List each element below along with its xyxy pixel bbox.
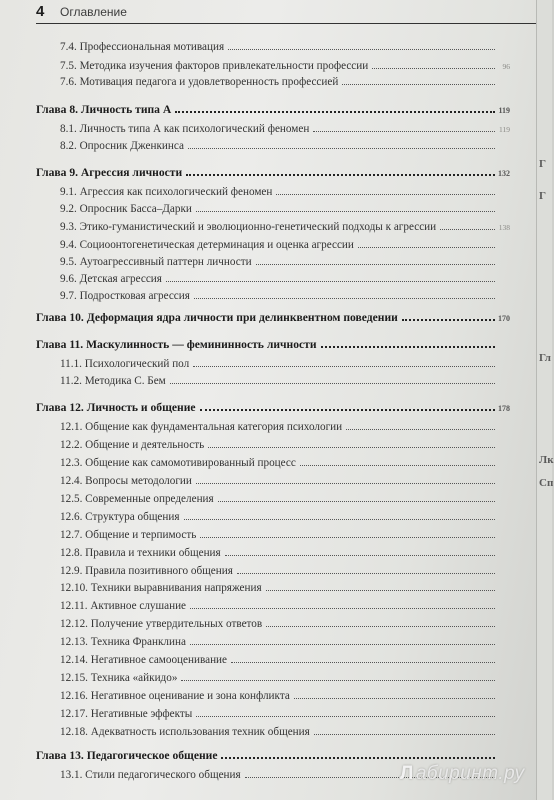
toc-section-row: [60, 234, 510, 252]
dot-leader: [175, 111, 495, 113]
toc-entry-page: 170: [498, 314, 510, 323]
toc-section-row: [60, 353, 510, 371]
toc-section-row: [60, 560, 510, 578]
toc-entry-title: 12.5. Современные определения: [60, 493, 214, 505]
dot-leader: [294, 698, 495, 699]
toc-entry-title: 9.6. Детская агрессия: [60, 273, 162, 285]
toc-section-row: [60, 370, 510, 388]
dot-leader: [300, 465, 495, 466]
toc-entry-title: 12.2. Общение и деятельность: [60, 439, 205, 451]
toc-entry-title: Глава 10. Деформация ядра личности при делинквентном поведении: [36, 311, 398, 324]
toc-entry-title: 12.4. Вопросы методологии: [60, 475, 192, 487]
toc-entry-title: 12.6. Структура общения: [60, 511, 180, 523]
toc-section-row: [60, 721, 510, 739]
facing-page-fragment: Гл: [539, 352, 551, 364]
dot-leader: [186, 174, 495, 176]
dot-leader: [346, 429, 495, 430]
dot-leader: [200, 409, 495, 411]
watermark: [400, 763, 525, 785]
toc-entry-title: 12.8. Правила и техники общения: [60, 547, 221, 559]
dot-leader: [440, 229, 495, 230]
toc-section-row: [60, 470, 510, 488]
toc-entry-title: 12.3. Общение как самомотивированный процесс: [60, 457, 296, 469]
toc-section-row: [60, 118, 510, 136]
facing-page-fragment: Г: [539, 158, 546, 170]
toc-entry-page: 96: [502, 62, 510, 71]
dot-leader: [190, 608, 495, 609]
dot-leader: [196, 483, 495, 484]
toc-section-row: [60, 577, 510, 595]
dot-leader: [208, 447, 495, 448]
dot-leader: [196, 211, 495, 212]
toc-chapter-row: [36, 397, 510, 415]
toc-section-row: [60, 685, 510, 703]
toc-section-row: [60, 36, 510, 54]
labirint-logo-icon: Л: [400, 763, 414, 784]
toc-entry-title: 12.17. Негативные эффекты: [60, 708, 193, 720]
toc-section-row: [60, 613, 510, 631]
toc-section-row: [60, 268, 510, 286]
toc-entry-title: 12.11. Активное слушание: [60, 600, 187, 612]
toc-entry-title: 9.5. Аутоагрессивный паттерн личности: [60, 256, 252, 268]
toc-entry-title: 9.4. Социоонтогенетическая детерминация и оценка агрессии: [60, 239, 354, 251]
toc-entry-title: 9.3. Этико-гуманистический и эволюционно-генетический подходы к агрессии: [60, 221, 437, 233]
dot-leader: [402, 319, 495, 321]
running-title: Оглавление: [60, 5, 127, 19]
toc-section-row: [60, 595, 510, 613]
toc-section-row: [60, 452, 510, 470]
toc-entry-title: 13.1. Стили педагогического общения: [60, 769, 241, 781]
dot-leader: [218, 501, 495, 502]
toc-section-row: [60, 416, 510, 434]
toc-entry-title: 11.2. Методика С. Бем: [60, 375, 166, 387]
toc-entry-page: 178: [498, 404, 510, 413]
toc-entry-title: 12.10. Техники выравнивания напряжения: [60, 582, 262, 594]
toc-entry-title: Глава 8. Личность типа А: [36, 103, 172, 116]
dot-leader: [181, 680, 495, 681]
toc-entry-title: 8.1. Личность типа А как психологический феномен: [60, 123, 310, 135]
toc-section-row: [60, 216, 510, 234]
toc-section-row: [60, 649, 510, 667]
dot-leader: [276, 194, 495, 195]
toc-section-row: [60, 506, 510, 524]
toc-chapter-row: [36, 162, 510, 180]
dot-leader: [228, 49, 495, 50]
dot-leader: [166, 281, 495, 282]
toc-chapter-row: [36, 307, 510, 325]
toc-section-row: [60, 135, 510, 153]
toc-entry-title: 7.5. Методика изучения факторов привлекательности профессии: [60, 60, 369, 72]
toc-section-row: [60, 71, 510, 89]
dot-leader: [231, 662, 495, 663]
toc-section-row: [60, 524, 510, 542]
toc-entry-title: 12.1. Общение как фундаментальная категория психологии: [60, 421, 343, 433]
toc-section-row: [60, 703, 510, 721]
dot-leader: [266, 590, 495, 591]
dot-leader: [190, 644, 495, 645]
toc-entry-title: 12.14. Негативное самооценивание: [60, 654, 228, 666]
toc-entry-page: 119: [499, 125, 510, 134]
toc-section-row: [60, 542, 510, 560]
toc-entry-title: Глава 9. Агрессия личности: [36, 166, 183, 179]
toc-section-row: [60, 488, 510, 506]
toc-section-row: [60, 251, 510, 269]
dot-leader: [342, 84, 495, 85]
toc-entry-title: Глава 11. Маскулинность — фемининность личности: [36, 338, 317, 351]
toc-chapter-row: [36, 745, 510, 763]
toc-entry-title: 7.4. Профессиональная мотивация: [60, 41, 225, 53]
toc-entry-title: 9.2. Опросник Басса–Дарки: [60, 203, 192, 215]
toc-chapter-row: [36, 334, 510, 352]
dot-leader: [358, 247, 495, 248]
toc-entry-title: 12.13. Техника Франклина: [60, 636, 186, 648]
dot-leader: [372, 68, 495, 69]
watermark-text: абиринт.ру: [415, 763, 525, 784]
dot-leader: [256, 264, 495, 265]
toc-entry-page: 138: [498, 223, 510, 232]
toc-entry-title: 12.16. Негативное оценивание и зона конфликта: [60, 690, 290, 702]
facing-page-fragment: Г: [539, 190, 546, 202]
dot-leader: [237, 573, 495, 574]
toc-entry-page: 119: [498, 106, 510, 115]
toc-section-row: [60, 434, 510, 452]
dot-leader: [196, 716, 495, 717]
toc-section-row: [60, 285, 510, 303]
facing-page-edge: [536, 0, 552, 800]
dot-leader: [170, 383, 495, 384]
dot-leader: [188, 148, 495, 149]
toc-entry-title: 8.2. Опросник Дженкинса: [60, 140, 184, 152]
toc-entry-page: 132: [498, 169, 510, 178]
dot-leader: [200, 537, 495, 538]
toc-entry-title: 12.7. Общение и терпимость: [60, 529, 197, 541]
toc-entry-title: 12.9. Правила позитивного общения: [60, 565, 233, 577]
toc-entry-title: 12.18. Адекватность использования техник общения: [60, 726, 310, 738]
toc-entry-title: 9.7. Подростковая агрессия: [60, 290, 190, 302]
toc-entry-title: 9.1. Агрессия как психологический феномен: [60, 186, 273, 198]
dot-leader: [193, 366, 495, 367]
dot-leader: [184, 519, 495, 520]
toc-entry-title: 12.12. Получение утвердительных ответов: [60, 618, 263, 630]
toc-entry-title: Глава 12. Личность и общение: [36, 401, 196, 414]
dot-leader: [194, 298, 495, 299]
toc-entry-title: Глава 13. Педагогическое общение: [36, 749, 218, 762]
facing-page-fragment: Лк: [539, 454, 554, 466]
dot-leader: [314, 734, 495, 735]
facing-page-fragment: Сп: [539, 477, 554, 489]
dot-leader: [225, 555, 495, 556]
dot-leader: [321, 346, 495, 348]
page-number: 4: [36, 3, 45, 20]
dot-leader: [313, 131, 495, 132]
toc-entry-title: 12.15. Техника «айкидо»: [60, 672, 178, 684]
dot-leader: [221, 757, 495, 759]
toc-entry-title: 7.6. Мотивация педагога и удовлетворенность профессией: [60, 76, 339, 88]
toc-section-row: [60, 631, 510, 649]
dot-leader: [266, 626, 495, 627]
toc-section-row: [60, 667, 510, 685]
toc-chapter-row: [36, 99, 510, 117]
toc-entry-title: 11.1. Психологический пол: [60, 358, 190, 370]
toc-section-row: [60, 198, 510, 216]
toc-section-row: [60, 181, 510, 199]
